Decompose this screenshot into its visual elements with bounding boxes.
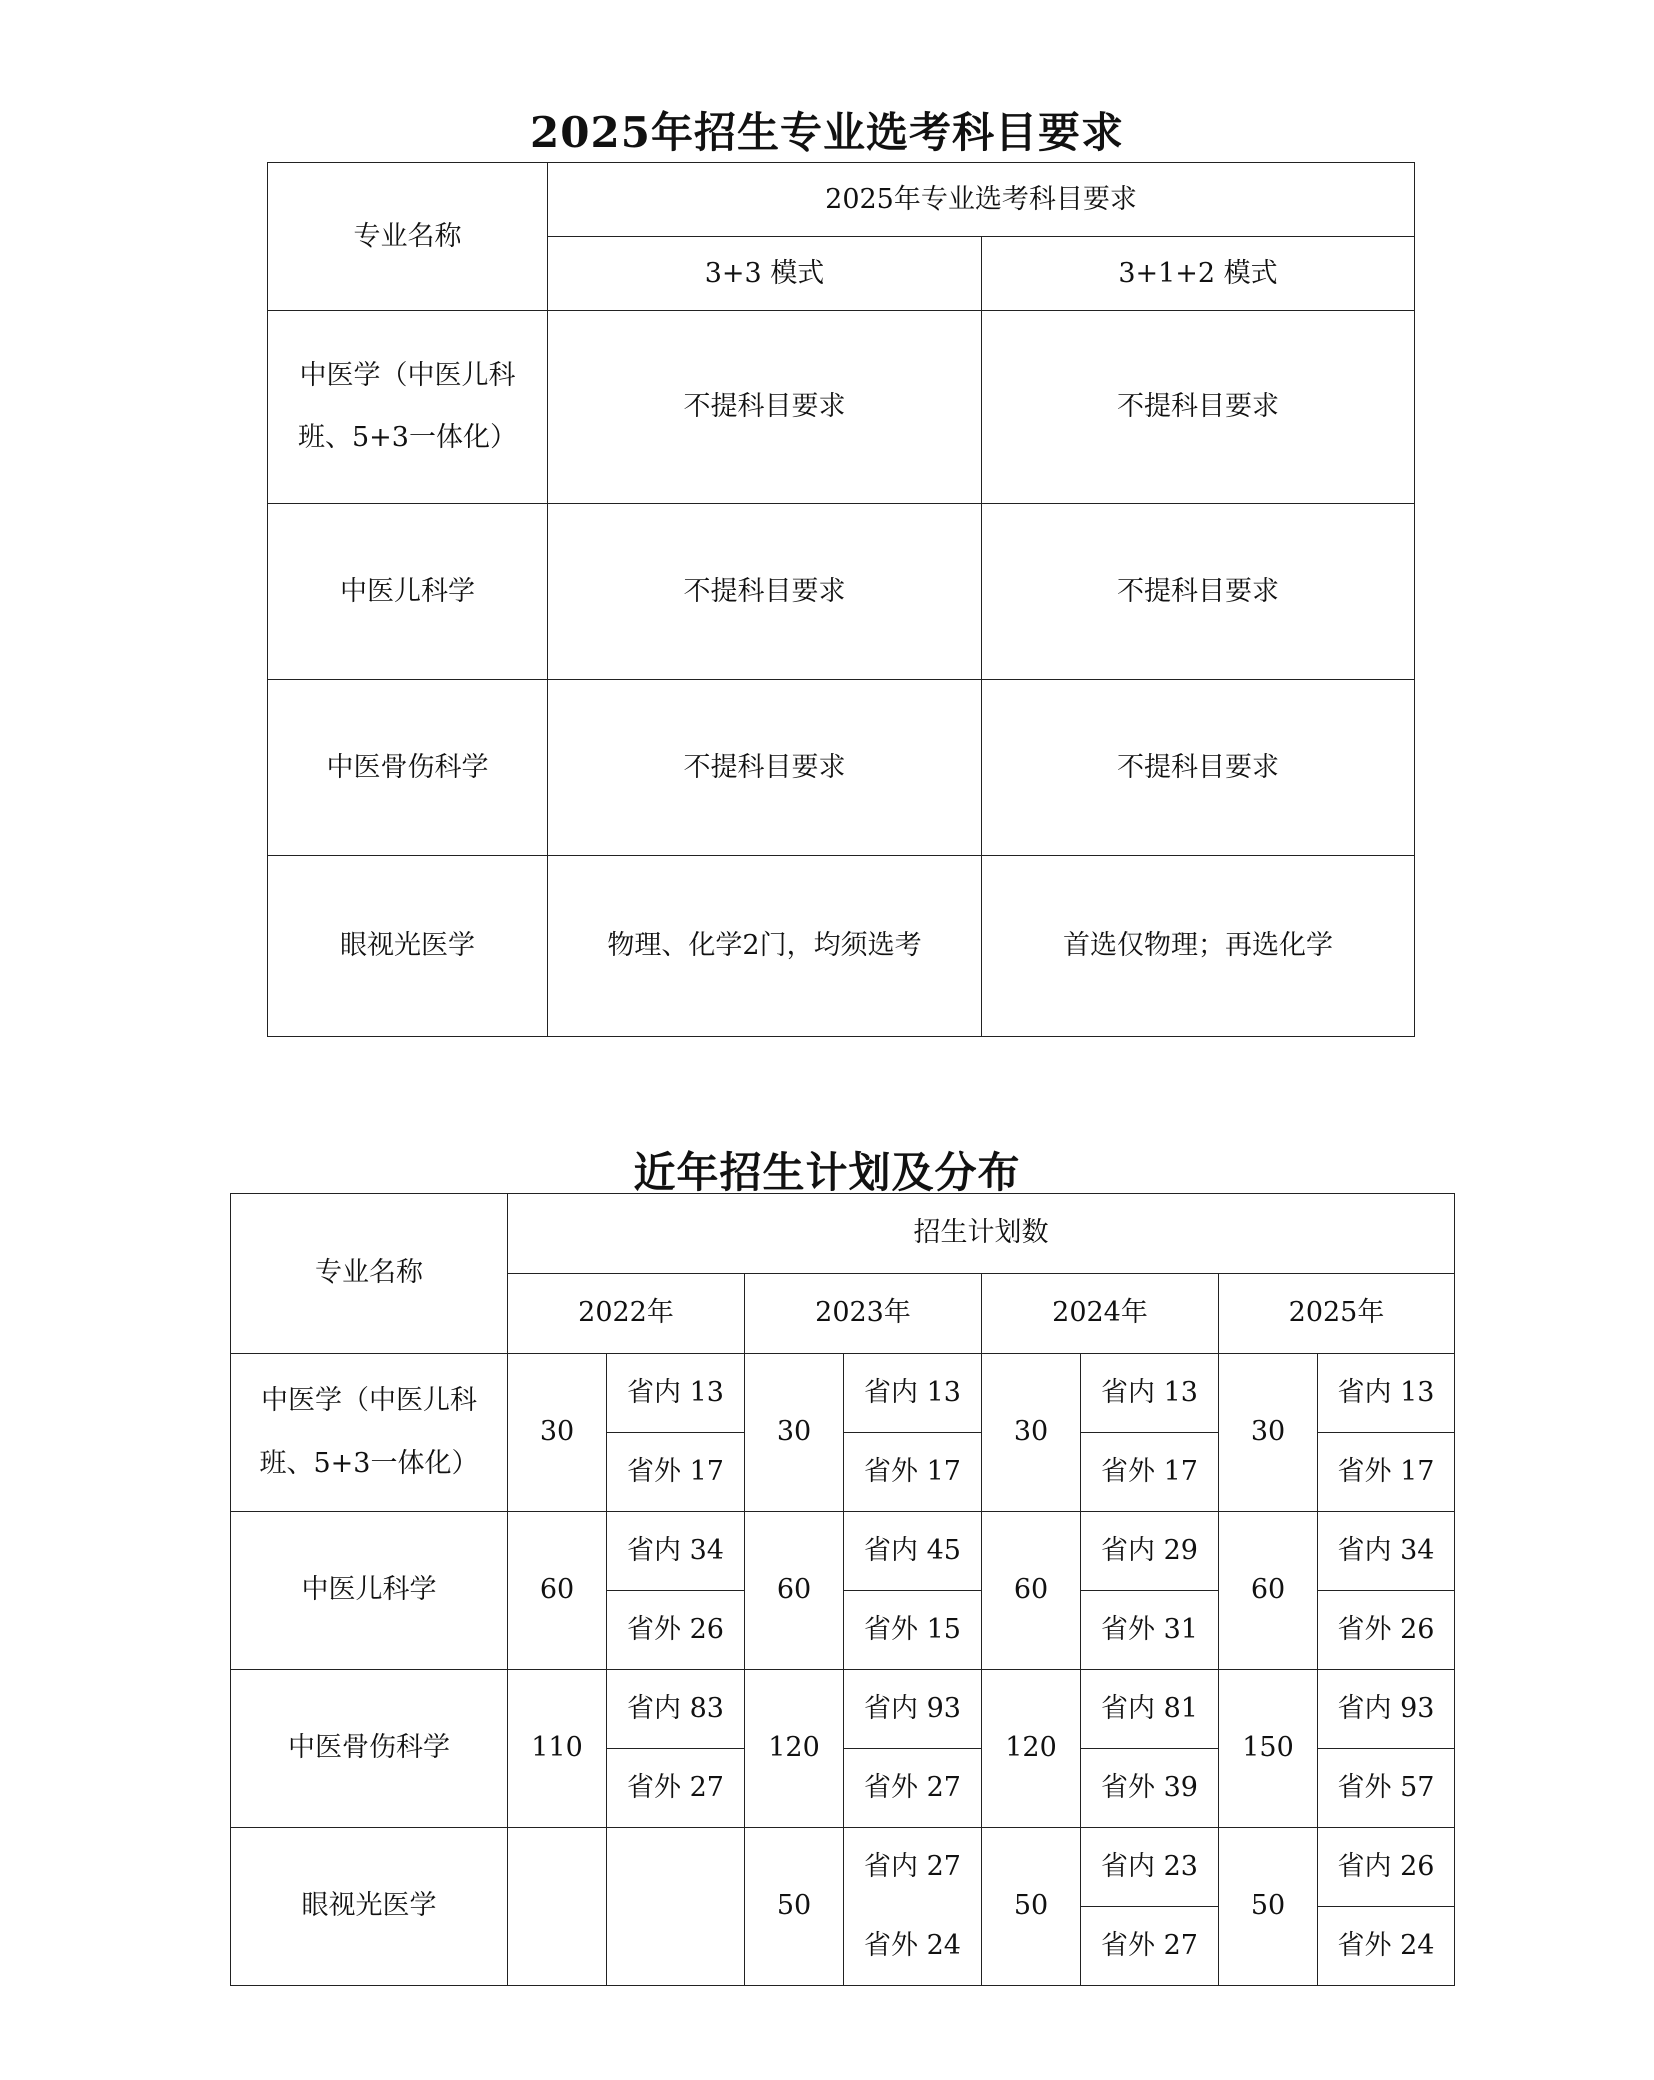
out-province-2024: 省外 27 — [1081, 1907, 1219, 1986]
total-2024: 120 — [982, 1670, 1081, 1828]
out-province-2022: 省外 17 — [607, 1433, 745, 1512]
out-province-2022: 省外 26 — [607, 1591, 745, 1670]
major-cell: 中医儿科学 — [231, 1512, 508, 1670]
subject-requirements-table — [267, 162, 1415, 1037]
table-row — [268, 680, 1415, 856]
mode2-cell: 不提科目要求 — [982, 311, 1415, 504]
header-year-2024: 2024年 — [982, 1274, 1219, 1354]
in-province-2025: 省内 93 — [1318, 1670, 1455, 1749]
table-row — [231, 1670, 1455, 1749]
in-province-2024: 省内 29 — [1081, 1512, 1219, 1591]
in-province-2025: 省内 34 — [1318, 1512, 1455, 1591]
mode1-cell: 不提科目要求 — [548, 504, 982, 680]
out-province-2024: 省外 31 — [1081, 1591, 1219, 1670]
total-2024: 60 — [982, 1512, 1081, 1670]
table-row — [231, 1512, 1455, 1591]
table-row — [231, 1828, 1455, 1907]
out-province-2025: 省外 24 — [1318, 1907, 1455, 1986]
total-2022: 110 — [508, 1670, 607, 1828]
header-plan-group: 招生计划数 — [508, 1194, 1455, 1274]
table-row — [268, 504, 1415, 680]
out-province-2023: 省外 27 — [844, 1749, 982, 1828]
mode2-cell: 首选仅物理；再选化学 — [982, 856, 1415, 1037]
out-province-2023: 省外 24 — [844, 1907, 982, 1986]
mode2-cell: 不提科目要求 — [982, 504, 1415, 680]
mode1-cell: 不提科目要求 — [548, 680, 982, 856]
in-province-2022: 省内 13 — [607, 1354, 745, 1433]
total-2025: 150 — [1219, 1670, 1318, 1828]
in-province-2024: 省内 23 — [1081, 1828, 1219, 1907]
out-province-2024: 省外 17 — [1081, 1433, 1219, 1512]
major-cell: 中医骨伤科学 — [231, 1670, 508, 1828]
in-province-2024: 省内 81 — [1081, 1670, 1219, 1749]
total-2022: 60 — [508, 1512, 607, 1670]
in-province-2023: 省内 13 — [844, 1354, 982, 1433]
out-province-2025: 省外 26 — [1318, 1591, 1455, 1670]
total-2025: 50 — [1219, 1828, 1318, 1986]
out-province-2022: 省外 27 — [607, 1749, 745, 1828]
in-province-2023: 省内 45 — [844, 1512, 982, 1591]
header-major-name: 专业名称 — [268, 163, 548, 311]
in-province-2025: 省内 13 — [1318, 1354, 1455, 1433]
total-2025: 60 — [1219, 1512, 1318, 1670]
in-province-2025: 省内 26 — [1318, 1828, 1455, 1907]
major-cell: 中医骨伤科学 — [268, 680, 548, 856]
in-province-2023: 省内 27 — [844, 1828, 982, 1907]
table2-title: 近年招生计划及分布 — [633, 1148, 1021, 1197]
total-2023: 50 — [745, 1828, 844, 1986]
out-province-2025: 省外 57 — [1318, 1749, 1455, 1828]
header-year-2023: 2023年 — [745, 1274, 982, 1354]
table-row — [231, 1354, 1455, 1433]
total-2023: 120 — [745, 1670, 844, 1828]
header-year-2025: 2025年 — [1219, 1274, 1455, 1354]
split-2022-empty — [607, 1828, 745, 1986]
total-2023: 30 — [745, 1354, 844, 1512]
in-province-2022: 省内 34 — [607, 1512, 745, 1591]
major-cell: 中医儿科学 — [268, 504, 548, 680]
total-2022-empty — [508, 1828, 607, 1986]
out-province-2023: 省外 15 — [844, 1591, 982, 1670]
table-row — [268, 311, 1415, 504]
out-province-2023: 省外 17 — [844, 1433, 982, 1512]
total-2025: 30 — [1219, 1354, 1318, 1512]
major-cell: 中医学（中医儿科班、5+3一体化） — [231, 1354, 508, 1512]
table-row — [268, 856, 1415, 1037]
mode1-cell: 不提科目要求 — [548, 311, 982, 504]
enrollment-plan-table — [230, 1193, 1455, 1986]
mode1-cell: 物理、化学2门，均须选考 — [548, 856, 982, 1037]
major-cell: 眼视光医学 — [268, 856, 548, 1037]
total-2023: 60 — [745, 1512, 844, 1670]
in-province-2023: 省内 93 — [844, 1670, 982, 1749]
total-2024: 50 — [982, 1828, 1081, 1986]
header-mode-3-3: 3+3 模式 — [548, 237, 982, 311]
out-province-2024: 省外 39 — [1081, 1749, 1219, 1828]
header-requirement-group: 2025年专业选考科目要求 — [548, 163, 1415, 237]
mode2-cell: 不提科目要求 — [982, 680, 1415, 856]
major-cell: 眼视光医学 — [231, 1828, 508, 1986]
total-2024: 30 — [982, 1354, 1081, 1512]
header-mode-3-1-2: 3+1+2 模式 — [982, 237, 1415, 311]
header-year-2022: 2022年 — [508, 1274, 745, 1354]
table1-title: 2025年招生专业选考科目要求 — [530, 108, 1124, 157]
out-province-2025: 省外 17 — [1318, 1433, 1455, 1512]
in-province-2022: 省内 83 — [607, 1670, 745, 1749]
major-cell: 中医学（中医儿科班、5+3一体化） — [268, 311, 548, 504]
total-2022: 30 — [508, 1354, 607, 1512]
in-province-2024: 省内 13 — [1081, 1354, 1219, 1433]
header-major-name: 专业名称 — [231, 1194, 508, 1354]
